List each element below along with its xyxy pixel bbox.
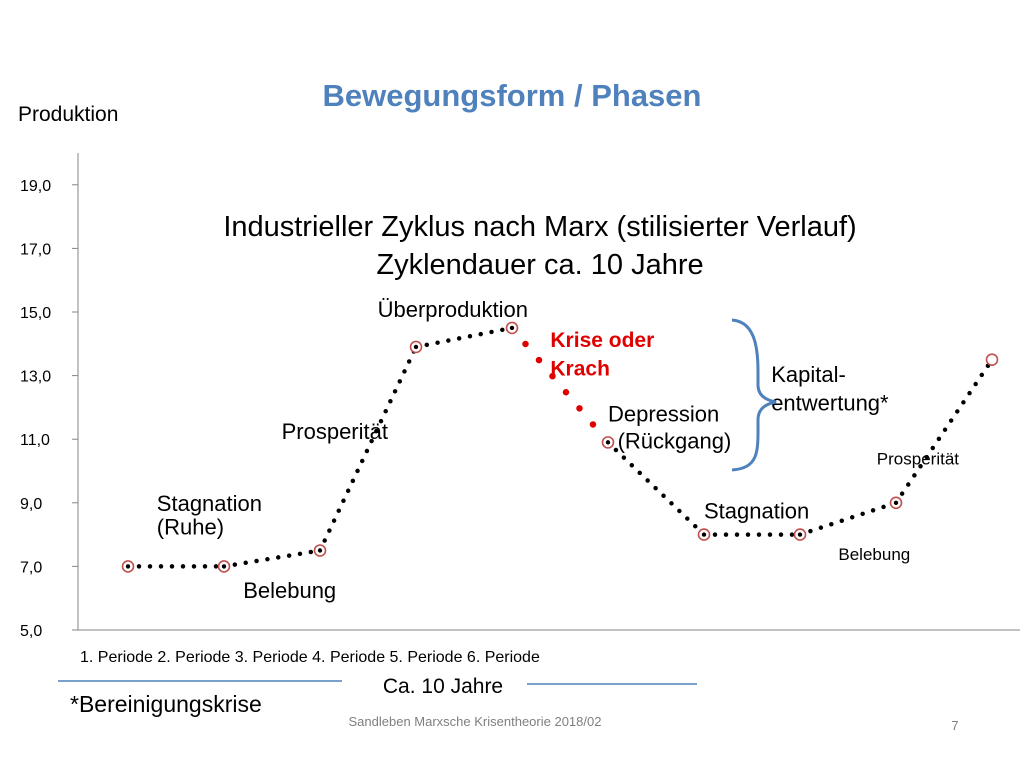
- data-point: [411, 341, 422, 352]
- data-point: [891, 497, 902, 508]
- phase-annotation: Kapital-: [771, 361, 846, 387]
- y-axis-label: Produktion: [18, 103, 119, 126]
- y-tick-label: 15,0: [20, 305, 52, 322]
- phase-annotation: (Rückgang): [617, 428, 732, 454]
- slide-title: Bewegungsform / Phasen: [322, 78, 702, 113]
- phase-annotation: Krise oder: [550, 328, 655, 352]
- series-segment: [416, 328, 512, 347]
- footer-text: Sandleben Marxsche Krisentheorie 2018/02: [348, 714, 602, 729]
- phase-annotation: Überproduktion: [377, 296, 529, 322]
- page-number: 7: [951, 718, 959, 733]
- curly-brace: [732, 320, 776, 470]
- phase-annotation: Prosperität: [281, 419, 388, 445]
- data-point: [315, 545, 326, 556]
- phase-annotation: Stagnation: [156, 490, 263, 516]
- phase-annotation: Belebung: [243, 578, 337, 604]
- series-segment: [896, 360, 992, 503]
- duration-label: Ca. 10 Jahre: [382, 675, 504, 698]
- y-tick-label: 13,0: [20, 368, 52, 386]
- y-tick-label: 17,0: [20, 241, 52, 259]
- y-tick-label: 19,0: [20, 177, 52, 195]
- data-point: [699, 529, 710, 540]
- y-tick-label: 11,0: [20, 432, 50, 450]
- data-point: [603, 437, 614, 448]
- y-tick-label: 9,0: [20, 495, 43, 513]
- footnote: *Bereinigungskrise: [70, 691, 262, 717]
- data-point: [507, 322, 518, 333]
- x-axis-label: 1. Periode 2. Periode 3. Periode 4. Periode 5. Periode 6. Periode: [80, 649, 540, 666]
- chart-texts: [80, 211, 959, 666]
- phase-annotation: Krach: [550, 357, 610, 381]
- phase-annotation: entwertung*: [771, 390, 889, 416]
- phase-annotation: Belebung: [838, 545, 911, 565]
- y-tick-label: 7,0: [20, 559, 43, 577]
- series-segment: [800, 503, 896, 535]
- data-point: [987, 354, 998, 365]
- phase-annotation: Prosperität: [876, 449, 960, 469]
- phase-annotation: Stagnation: [704, 498, 810, 524]
- phase-annotation: (Ruhe): [156, 514, 225, 540]
- data-point: [123, 561, 134, 572]
- data-point: [795, 529, 806, 540]
- series-segment: [608, 442, 704, 534]
- series-segment: [320, 347, 416, 551]
- series-segment: [224, 551, 320, 567]
- chart-subtitle: Zyklendauer ca. 10 Jahre: [376, 249, 704, 281]
- phase-annotation: Depression: [608, 401, 720, 427]
- chart-title: Industrieller Zyklus nach Marx (stilisierter Verlauf): [223, 211, 857, 243]
- data-point: [219, 561, 230, 572]
- y-tick-label: 5,0: [20, 623, 43, 640]
